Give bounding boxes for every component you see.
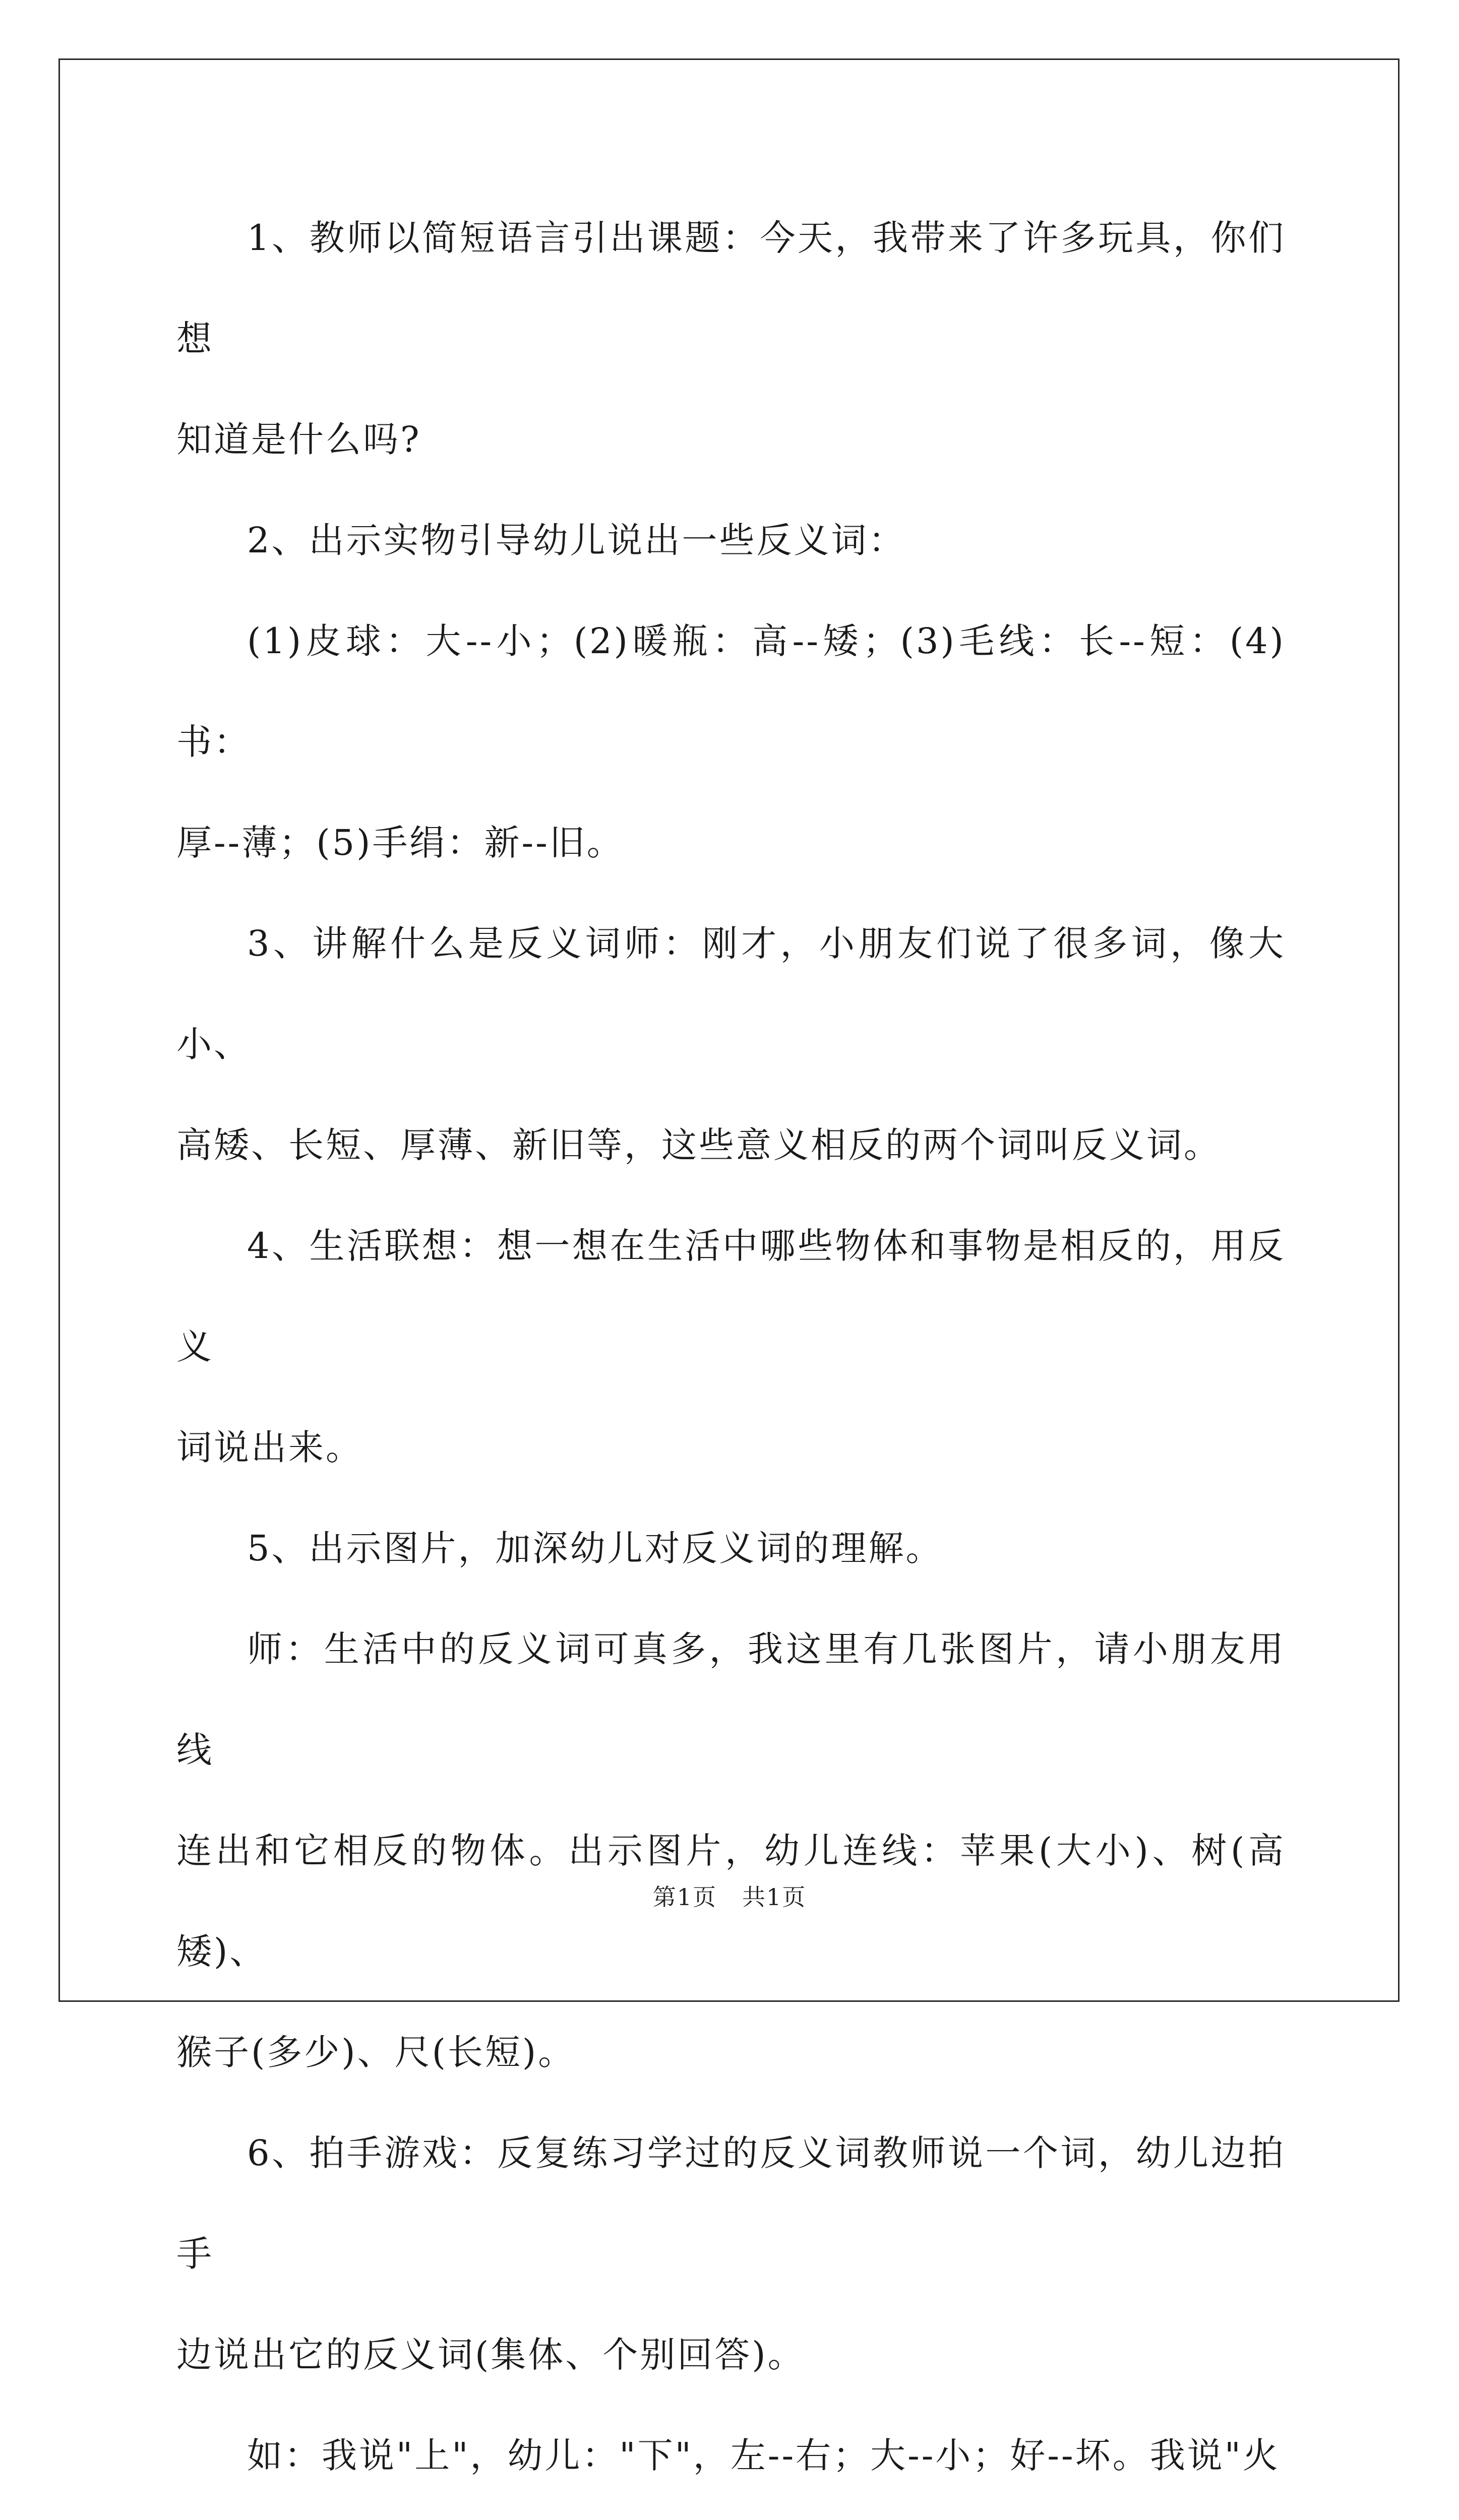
paragraph-7 (176, 1599, 1286, 2103)
paragraph-3 (176, 591, 1286, 893)
paragraph-2 (176, 490, 1286, 591)
page-number-current: 第1页 (652, 1883, 717, 1911)
paragraph-line: 高矮、长短、厚薄、新旧等，这些意义相反的两个词叫反义词。 (176, 1124, 1221, 1166)
paragraph-line: 知道是什么吗? (176, 419, 421, 460)
paragraph-9 (176, 2405, 1286, 2520)
paragraph-line: 4、生活联想：想一想在生活中哪些物体和事物是相反的，用反义 (176, 1225, 1286, 1367)
paragraph-line: (1)皮球：大--小；(2)暖瓶：高--矮；(3)毛线：长--短：(4)书： (176, 620, 1286, 763)
paragraph-line: 3、讲解什么是反义词师：刚才，小朋友们说了很多词，像大小、 (176, 923, 1286, 1065)
paragraph-5 (176, 1195, 1286, 1498)
document-body (176, 187, 1286, 2520)
paragraph-line: 词说出来。 (176, 1427, 363, 1468)
paragraph-line: 师：生活中的反义词可真多，我这里有几张图片，请小朋友用线 (176, 1628, 1286, 1771)
page-footer (0, 1879, 1459, 1912)
paragraph-line: 连出和它相反的物体。出示图片，幼儿连线：苹果(大小)、树(高矮)、 (176, 1830, 1286, 1972)
paragraph-line: 5、出示图片，加深幼儿对反义词的理解。 (247, 1528, 943, 1569)
paragraph-4 (176, 893, 1286, 1195)
paragraph-line: 厚--薄；(5)手绢：新--旧。 (176, 822, 624, 863)
page-number-total: 共1页 (742, 1883, 807, 1911)
paragraph-6 (176, 1498, 1286, 1599)
paragraph-1 (176, 187, 1286, 490)
paragraph-line: 边说出它的反义词(集体、个别回答)。 (176, 2334, 805, 2375)
paragraph-8 (176, 2103, 1286, 2405)
paragraph-line: 1、教师以简短语言引出课题：今天，我带来了许多玩具，你们想 (176, 217, 1286, 359)
paragraph-line: 如：我说"上"，幼儿："下"，左--右；大--小；好--坏。我说"火 (247, 2435, 1280, 2476)
paragraph-line: 猴子(多少)、尺(长短)。 (176, 2032, 576, 2073)
paragraph-line (176, 2506, 1286, 2520)
paragraph-line: 2、出示实物引导幼儿说出一些反义词： (247, 520, 906, 561)
paragraph-line: 6、拍手游戏：反复练习学过的反义词教师说一个词，幼儿边拍手 (176, 2132, 1286, 2275)
